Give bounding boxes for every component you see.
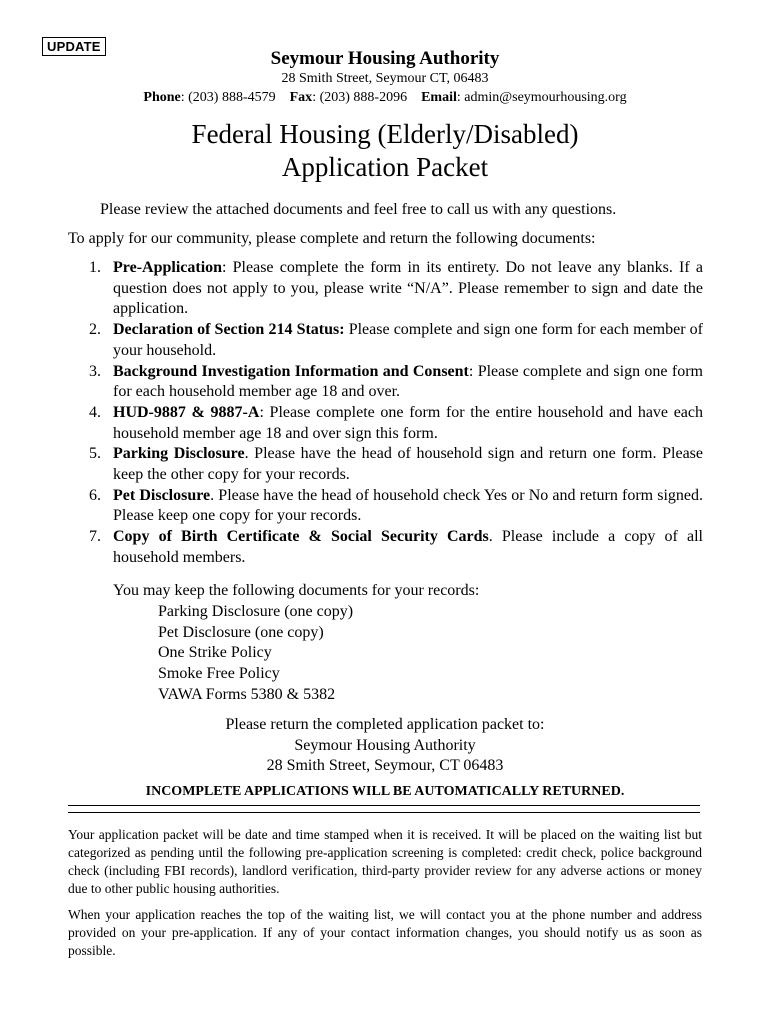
item-term: Background Investigation Information and Consent (113, 362, 469, 380)
item-number: 5. (89, 445, 101, 463)
waiting-list-note: When your application reaches the top of the waiting list, we will contact you at the phone number and address provided on your pre-application. If any of your contact information changes, you should notify us as soon as possible. (68, 907, 702, 958)
return-org-name: Seymour Housing Authority (294, 736, 476, 754)
return-instruction: Please return the completed application packet to: (225, 716, 545, 733)
item-text: : Please complete one form for the entire household and have each household member age 18 and over sign this form. (113, 403, 703, 442)
item-text: Please complete and sign one form for each member of your household. (113, 321, 703, 359)
item-text: : Please complete and sign one form for each household member age 18 and over. (113, 362, 704, 401)
list-item (89, 403, 703, 444)
item-term: Pre-Application (113, 259, 223, 276)
item-term: Parking Disclosure (113, 445, 245, 463)
item-number: 2. (89, 321, 101, 339)
processing-note: Your application packet will be date and time stamped when it is received. It will be placed on the waiting list but categorized as pending until the following pre-application screening is completed: credit check, police background check (including FBI records), landlord verification, third-party provider review for any adverse actions or money due to other public housing authorities. (68, 827, 702, 896)
organization-address: 28 Smith Street, Seymour CT, 06483 (281, 71, 489, 86)
item-term: Pet Disclosure (113, 486, 211, 504)
item-number: 7. (89, 528, 101, 546)
keep-documents-list (158, 602, 353, 706)
item-number: 4. (89, 403, 101, 421)
email-label: Email (421, 90, 457, 105)
phone-number: : (203) 888-4579 (180, 90, 276, 105)
requirements-list (89, 258, 704, 569)
contact-line (0, 90, 770, 106)
double-rule-divider (68, 805, 700, 813)
return-address-block (0, 715, 770, 777)
item-text: . Please include a copy of all household members. (113, 528, 703, 566)
item-term: Declaration of Section 214 Status: (113, 321, 345, 339)
item-text: . Please have the head of household check Yes or No and return form signed. Please keep one copy for your records. (113, 486, 704, 525)
title-line-1: Federal Housing (Elderly/Disabled) (191, 119, 579, 149)
list-item: Parking Disclosure (one copy) (158, 603, 354, 620)
intro-line-1: Please review the attached documents and feel free to call us with any questions. (100, 201, 617, 218)
organization-name: Seymour Housing Authority (270, 48, 500, 69)
item-text: . Please have the head of household sign and return one form. Please keep the other copy for your records. (113, 445, 704, 484)
list-item (89, 362, 704, 403)
list-item (89, 444, 704, 485)
item-term: HUD-9887 & 9887-A (113, 403, 260, 421)
item-number: 3. (89, 362, 101, 380)
list-item: One Strike Policy (158, 644, 272, 662)
keep-documents-intro: You may keep the following documents for your records: (113, 582, 480, 599)
list-item (89, 486, 704, 527)
list-item: VAWA Forms 5380 & 5382 (158, 685, 336, 703)
email-address: : admin@seymourhousing.org (456, 90, 627, 105)
item-term: Copy of Birth Certificate & Social Security Cards (113, 528, 489, 546)
title-line-2: Application Packet (281, 152, 489, 182)
page-title (0, 118, 770, 184)
item-number: 6. (89, 486, 101, 504)
fax-number: : (203) 888-2096 (312, 90, 408, 105)
phone-label: Phone (143, 90, 181, 105)
return-address: 28 Smith Street, Seymour, CT 06483 (266, 757, 504, 775)
item-number: 1. (89, 259, 101, 276)
list-item (89, 527, 703, 568)
list-item (89, 258, 703, 320)
intro-line-2: To apply for our community, please complete and return the following documents: (68, 230, 596, 247)
list-item (89, 320, 703, 361)
update-badge: UPDATE (42, 37, 106, 56)
item-text: : Please complete the form in its entirety. Do not leave any blanks. If a question does not apply to you, please write “N/A”. Please remember to sign and date the application. (113, 259, 703, 318)
list-item: Smoke Free Policy (158, 665, 280, 683)
incomplete-warning: INCOMPLETE APPLICATIONS WILL BE AUTOMATICALLY RETURNED. (145, 784, 625, 799)
list-item: Pet Disclosure (one copy) (158, 623, 324, 641)
fax-label: Fax (289, 90, 313, 105)
